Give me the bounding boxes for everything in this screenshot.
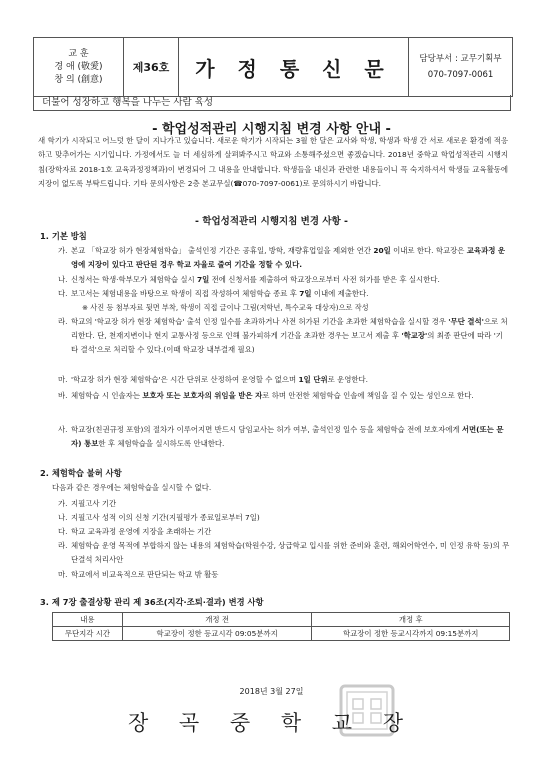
list-item: 나. 지필고사 성적 이의 신청 기간(지필평가 종료일로부터 7일) bbox=[58, 513, 260, 522]
column-header: 개정 후 bbox=[312, 613, 510, 627]
list-item: 마. '학교장 허가 현장 체험학습'은 시간 단위로 산정하여 운영할 수 없으며 1일 단위로 운영한다. bbox=[58, 375, 369, 384]
department: 담당부서 : 교무기획부 bbox=[419, 54, 502, 64]
list-item: 사. 학교장(친권규정 포함)의 절차가 이루어지면 반드시 담임교사는 허가 여부, 출석인정 일수 등을 체험학습 전에 보호자에게 서면(또는 문자) 통보한 후 체험학습을 실시하도록 안내한다. bbox=[58, 425, 504, 449]
list-item: 바. 체험학습 시 인솔자는 보호자 또는 보호자의 위임을 받은 자로 하며 안전한 체험학습 인솔에 책임을 질 수 있는 성인으로 한다. bbox=[58, 391, 474, 400]
column-header: 개정 전 bbox=[122, 613, 312, 627]
section2-intro: 다음과 같은 경우에는 체험학습을 실시할 수 없다. bbox=[52, 483, 212, 492]
list-item: 마. 학교에서 비교육적으로 판단되는 학교 밖 활동 bbox=[58, 570, 219, 579]
list-item: 가. 본교 「학교장 허가 현장체험학습」 출석인정 기간은 공휴일, 방학, 재량휴업일을 제외한 연간 20일 이내로 한다. 학교장은 교육과정 운영에 지장이 있다고 판단된 경우 학교 자율로 줄여 기간을 정할 수 있다. bbox=[58, 246, 506, 270]
table-header-row bbox=[53, 613, 510, 627]
issue-date: 2018년 3월 27일 bbox=[239, 687, 304, 696]
note: ※ 사진 등 첨부자료 뒷면 부착, 학생이 직접 글이나 그림(저학년, 특수교육 대상자)으로 작성 bbox=[82, 303, 369, 312]
header-box bbox=[33, 37, 513, 97]
list-item: 가. 지필고사 기간 bbox=[58, 499, 117, 508]
section-subtitle: - 학업성적관리 시행지침 변경 사항 - bbox=[195, 216, 348, 227]
list-item: 다. 보고서는 체험내용을 바탕으로 학생이 직접 작성하여 체험학습 종료 후 7일 이내에 제출한다. bbox=[58, 289, 369, 298]
list-item: 라. 체험학습 운영 목적에 부합하지 않는 내용의 체험학습(학원수강, 상급학교 입시를 위한 준비와 훈련, 해외어학연수, 미 인정 유학 등)의 무단결석 처리사안 bbox=[58, 541, 510, 565]
table-row bbox=[53, 627, 510, 641]
contact-info bbox=[409, 38, 512, 96]
list-item: 나. 신청서는 학생·학부모가 체험학습 실시 7일 전에 신청서를 제출하여 학교장으로부터 사전 허가를 받은 후 실시한다. bbox=[58, 275, 440, 284]
list-item: 다. 학교 교육과정 운영에 지장을 초래하는 기간 bbox=[58, 527, 212, 536]
intro-paragraph: 새 학기가 시작되고 어느덧 한 달이 지나가고 있습니다. 새로운 학기가 시작되는 3월 한 달은 교사와 학생, 학생과 학생 간 서로 새로운 환경에 적응하고 맞추어가는 시기입니다. 가정에서도 늘 더 세심하게 살펴봐주시고 학교와 소통해주셨으면 좋겠습니다. 2018년 중학교 학업성적관리 시행지침(장학자료 2018-1호 교육과정정책과)이 변경되어 그 내용을 안내합니다. 학생들을 내신과 관련한 내용들이니 꼭 숙지하셔서 학생들 교육활동에 지장이 없도록 부탁드립니다. 기타 문의사항은 2층 본교무실(☎070-7097-0061)로 문의하시기 바랍니다. bbox=[38, 136, 508, 188]
slogan: 더불어 성장하고 행복을 나누는 사람 육성 bbox=[33, 95, 511, 111]
change-table bbox=[52, 612, 510, 641]
section1-heading: 1. 기본 방침 bbox=[40, 231, 87, 241]
list-item: 라. 학교의 '학교장 허가 현장 체험학습' 출석 인정 일수를 초과하거나 사전 허가된 기간을 초과한 체험학습을 실시할 경우 '무단 결석'으로 처리한다. 단, 천재지변이나 현지 교통사정 등으로 인해 불가피하게 기간을 초과한 경우는 보고서 제출 후 '학교장'의 최종 판단에 따라 '기타 결석'으로 처리할 수 있다.(이때 학교장 내부결재 필요) bbox=[58, 317, 508, 355]
school-name: 장 곡 중 학 교 장 bbox=[127, 711, 416, 735]
table-cell: 학교장이 정한 등교시각까지 09:15분까지 bbox=[312, 627, 510, 641]
section3-heading: 3. 제 7장 출결상황 관리 제 36조(지각·조퇴·결과) 변경 사항 bbox=[40, 597, 264, 607]
phone-number: 070-7097-0061 bbox=[427, 70, 494, 80]
table-cell: 무단지각 시간 bbox=[53, 627, 123, 641]
school-motto: 교 훈 경 애 (敬愛) 창 의 (創意) bbox=[34, 38, 124, 96]
table-cell: 학교장이 정한 등교시각 09:05분까지 bbox=[122, 627, 312, 641]
column-header: 내용 bbox=[53, 613, 123, 627]
section2-heading: 2. 체험학습 불허 사항 bbox=[40, 468, 122, 478]
issue-number: 제36호 bbox=[124, 38, 179, 96]
main-title: - 학업성적관리 시행지침 변경 사항 안내 - bbox=[152, 122, 391, 137]
newsletter-title: 가 정 통 신 문 bbox=[179, 38, 409, 96]
